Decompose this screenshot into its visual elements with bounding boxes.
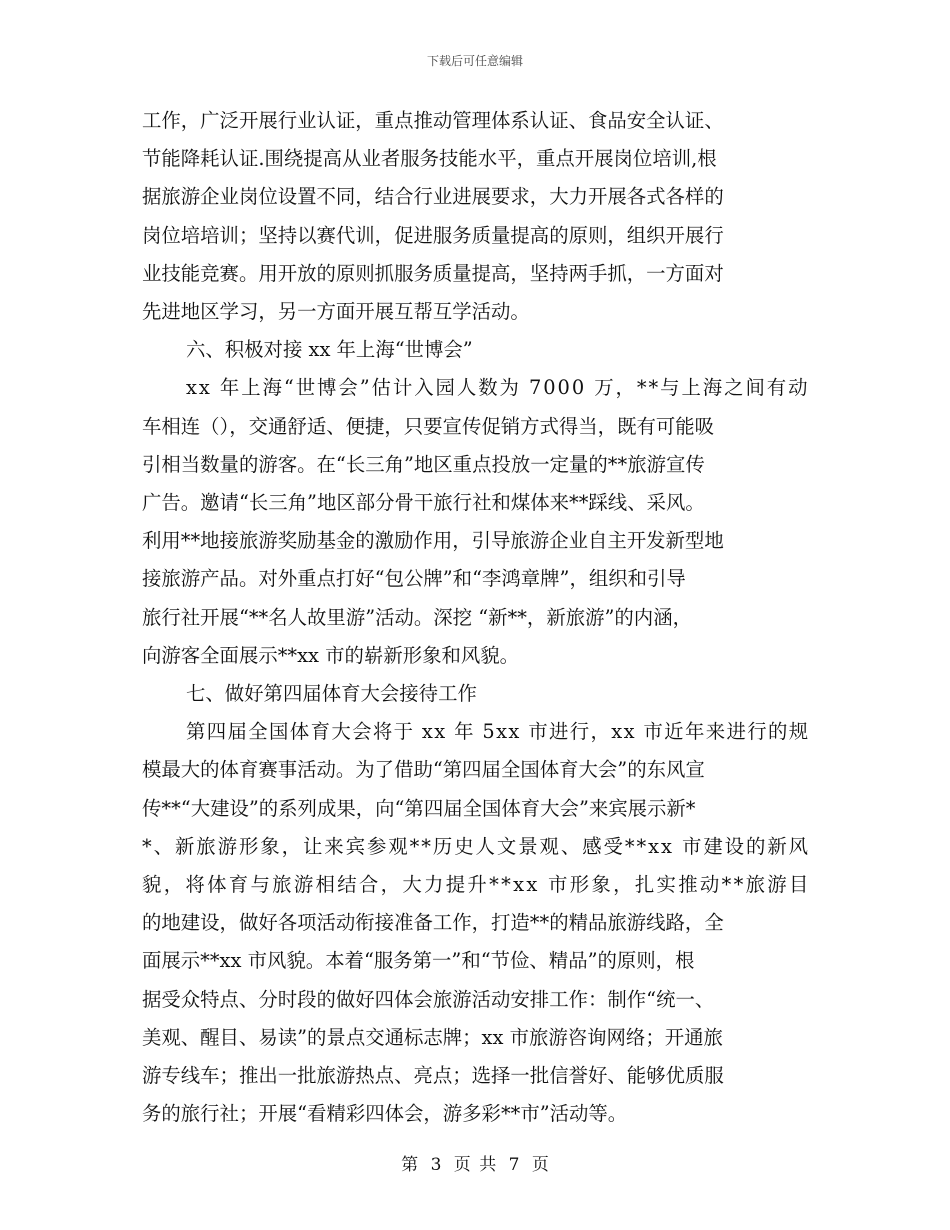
- page-footer-suffix: 页: [531, 1155, 549, 1175]
- text-line: 据受众特点、分时段的做好四体会旅游活动安排工作：制作“统一、: [142, 987, 715, 1011]
- text-line: 游专线车；推出一批旅游热点、亮点；选择一批信誉好、能够优质服: [142, 1064, 724, 1087]
- text-line: 貌，将体育与旅游相结合，大力提升**xx 市形象，扎实推动**旅游目: [142, 873, 811, 896]
- text-line: 引相当数量的游客。在“长三角”地区重点投放一定量的**旅游宣传: [142, 452, 705, 476]
- page-footer: [0, 1150, 950, 1175]
- text-line: 工作，广泛开展行业认证，重点推动管理体系认证、食品安全认证、: [142, 109, 724, 132]
- page-number-total: 7: [508, 1155, 520, 1175]
- text-line: xx 年上海“世博会”估计入园人数为 7000 万，**与上海之间有动: [186, 376, 810, 400]
- text-line: 的地建设，做好各项活动衔接准备工作，打造**的精品旅游线路，全: [142, 911, 724, 935]
- text-line: 据旅游企业岗位设置不同，结合行业进展要求，大力开展各式各样的: [142, 185, 724, 209]
- text-line: 第四届全国体育大会将于 xx 年 5xx 市进行，xx 市近年来进行的规: [186, 720, 810, 744]
- text-line: 模最大的体育赛事活动。为了借助“第四届全国体育大会”的东风宣: [142, 758, 705, 782]
- text-line: 向游客全面展示**xx 市的崭新形象和风貌。: [142, 643, 520, 667]
- text-line: 务的旅行社；开展“看精彩四体会，游多彩**市”活动等。: [142, 1102, 628, 1126]
- page-header: 下载后可任意编辑: [426, 54, 523, 68]
- text-line: 广告。邀请“长三角”地区部分骨干旅行社和煤体来**踩线、采风。: [142, 491, 705, 514]
- text-line: 七、做好第四届体育大会接待工作: [186, 682, 477, 705]
- text-line: 接旅游产品。对外重点打好“包公牌”和“李鸿章牌”，组织和引导: [142, 567, 686, 591]
- text-line: 旅行社开展“**名人故里游”活动。深挖 “新**，新旅游”的内涵，: [142, 605, 692, 629]
- text-line: 车相连（），交通舒适、便捷，只要宣传促销方式得当，既有可能吸: [142, 414, 715, 438]
- text-line: 岗位培培训；坚持以赛代训，促进服务质量提高的原则，组织开展行: [142, 223, 724, 247]
- page-footer-middle: 页 共: [453, 1155, 497, 1175]
- text-line: 美观、醒目、易读”的景点交通标志牌；xx 市旅游咨询网络；开通旅: [142, 1025, 723, 1049]
- text-line: 面展示**xx 市风貌。本着“服务第一”和“节俭、精品”的原则，根: [142, 949, 695, 973]
- text-line: 节能降耗认证.围绕提高从业者服务技能水平，重点开展岗位培训,根: [142, 147, 717, 171]
- text-line: 业技能竞赛。用开放的原则抓服务质量提高，坚持两手抓，一方面对: [142, 261, 724, 285]
- text-line: 利用**地接旅游奖励基金的激励作用，引导旅游企业自主开发新型地: [142, 529, 724, 553]
- page-footer-prefix: 第: [401, 1155, 419, 1175]
- page-number-current: 3: [430, 1155, 442, 1175]
- text-line: *、新旅游形象，让来宾参观**历史人文景观、感受**xx 市建设的新风: [142, 834, 810, 858]
- text-line: 六、积极对接 xx 年上海“世博会”: [186, 338, 473, 362]
- text-line: 传**“大建设”的系列成果，向“第四届全国体育大会”来宾展示新*: [142, 796, 696, 820]
- text-line: 先进地区学习，另一方面开展互帮互学活动。: [142, 300, 530, 323]
